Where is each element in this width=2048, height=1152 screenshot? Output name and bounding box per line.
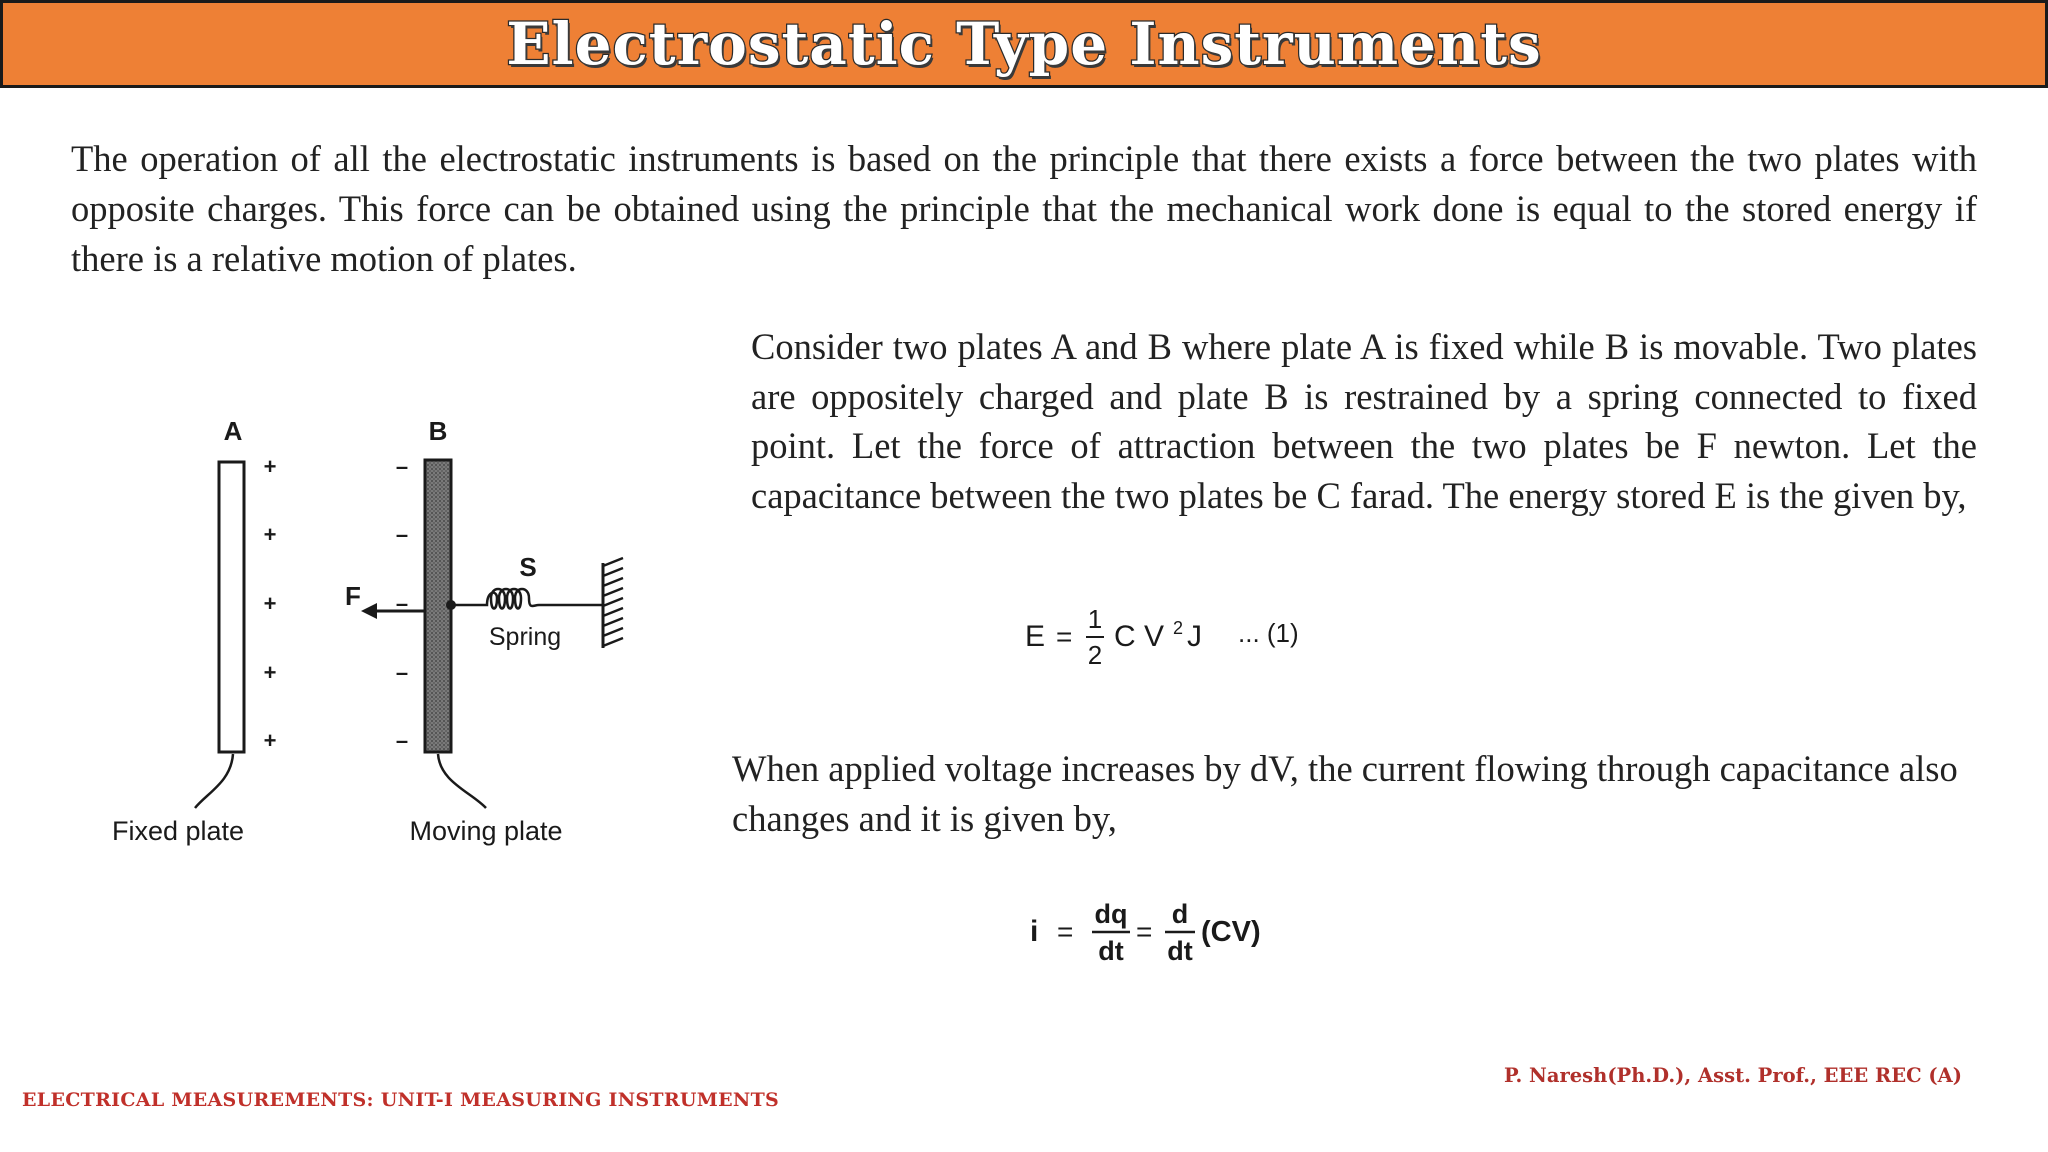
current-explanation-paragraph: When applied voltage increases by dV, the current flowing through capacitance also changes and it is given by, [732, 748, 1958, 839]
fixed-plate-leader [195, 754, 233, 808]
force-arrow-head [361, 603, 377, 619]
eq1-label: ... (1) [1238, 618, 1299, 648]
title-banner [0, 0, 2048, 88]
spring-coil [451, 589, 603, 609]
fixed-plate-label: Fixed plate [111, 816, 245, 846]
current-equation [1025, 893, 1285, 973]
minus-charge-1: – [395, 454, 409, 479]
eq1-rhs: C V [1114, 620, 1165, 653]
moving-plate-label: Moving plate [409, 816, 563, 846]
plates-explanation-paragraph: Consider two plates A and B where plate A is fixed while B is movable. Two plates are oppositely charged and plate B is restrained by a spring connected to fixed point. Let the force of attraction between the two plates be F newton. Let the capacitance between the two plates be C farad. The energy stored E is the given by, [751, 326, 1977, 516]
electrostatic-plates-diagram [95, 400, 655, 860]
eq1-exponent: 2 [1173, 618, 1184, 638]
eq2-lhs: i [1030, 915, 1039, 948]
plus-charge-2: + [263, 522, 277, 547]
eq1-fraction-numerator: 1 [1087, 604, 1103, 634]
eq2-frac2-numerator: d [1171, 899, 1189, 929]
eq1-fraction-denominator: 2 [1087, 640, 1103, 670]
plus-charge-3: + [263, 591, 277, 616]
plate-a-label: A [223, 416, 243, 446]
minus-charge-3: – [395, 591, 409, 616]
minus-charge-4: – [395, 660, 409, 685]
spring-symbol-label: S [519, 552, 537, 582]
eq1-equals: = [1056, 621, 1073, 652]
intro-paragraph: The operation of all the electrostatic instruments is based on the principle that there exists a force between the two plates with opposite charges. This force can be obtained using the principle that the mechanical work done is equal to the stored energy if there is a relative motion of plates. [71, 138, 1977, 279]
course-footer: ELECTRICAL MEASUREMENTS: UNIT-I MEASURING INSTRUMENTS [22, 1089, 780, 1111]
moving-plate-leader [438, 754, 486, 808]
energy-equation [1020, 598, 1300, 678]
plate-b-label: B [428, 416, 448, 446]
eq2-frac1-denominator: dt [1098, 936, 1124, 966]
wall-hatch [603, 558, 623, 646]
eq2-equals-1: = [1057, 916, 1074, 947]
spring-label: Spring [488, 623, 562, 651]
minus-charge-5: – [395, 728, 409, 753]
eq2-frac2-denominator: dt [1167, 936, 1193, 966]
eq1-unit: J [1187, 620, 1202, 653]
minus-charge-2: – [395, 522, 409, 547]
eq2-equals-2: = [1136, 916, 1153, 947]
author-credit: P. Naresh(Ph.D.), Asst. Prof., EEE REC (A) [1504, 1064, 1962, 1087]
plus-charge-4: + [263, 660, 277, 685]
fixed-plate-a [219, 462, 244, 752]
eq2-frac1-numerator: dq [1094, 899, 1128, 929]
plus-charge-5: + [263, 728, 277, 753]
eq2-tail: (CV) [1201, 916, 1261, 948]
eq1-lhs: E [1025, 620, 1046, 653]
plus-charge-1: + [263, 454, 277, 479]
slide-title: Electrostatic Type Instruments [506, 10, 1542, 78]
force-label: F [345, 581, 361, 611]
